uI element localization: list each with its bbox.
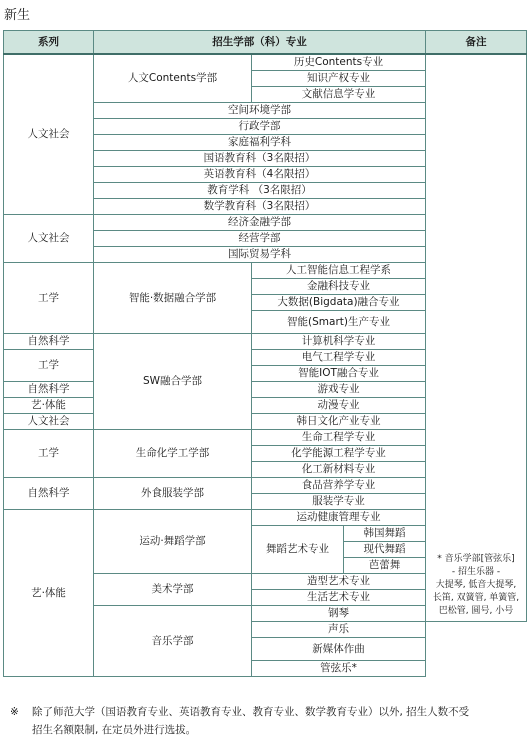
series-cell: 工学 <box>4 263 94 334</box>
major-cell: 金融科技专业 <box>252 279 426 295</box>
major-cell: 韩国舞蹈 <box>344 526 426 542</box>
major-cell: 管弦乐* <box>252 661 426 677</box>
major-cell: 行政学部 <box>94 119 426 135</box>
major-cell: 现代舞蹈 <box>344 542 426 558</box>
table-row <box>4 54 527 71</box>
major-cell: 教育学科 （3名限招） <box>94 183 426 199</box>
major-cell: 英语教育科（4名限招） <box>94 167 426 183</box>
major-cell: 人工智能信息工程学系 <box>252 263 426 279</box>
faculty-cell: 音乐学部 <box>94 606 252 677</box>
major-cell: 电气工程学专业 <box>252 350 426 366</box>
major-cell: 化学能源工程学专业 <box>252 446 426 462</box>
major-cell: 服装学专业 <box>252 494 426 510</box>
major-cell: 智能(Smart)生产专业 <box>252 311 426 334</box>
header-series: 系列 <box>4 31 94 55</box>
faculty-cell: 智能·数据融合学部 <box>94 263 252 334</box>
major-cell: 历史Contents专业 <box>252 54 426 71</box>
major-cell: 钢琴 <box>252 606 426 622</box>
major-cell: 声乐 <box>252 622 426 638</box>
major-cell: 游戏专业 <box>252 382 426 398</box>
remark-line: - 招生乐器 - <box>451 567 501 577</box>
major-cell: 食品营养学专业 <box>252 478 426 494</box>
remark-block <box>426 553 526 618</box>
series-cell: 自然科学 <box>4 334 94 350</box>
major-cell: 家庭福利学科 <box>94 135 426 151</box>
major-cell: 新媒体作曲 <box>252 638 426 661</box>
remark-line: 大提琴, 低音大提琴, <box>435 580 517 590</box>
footnote-line: 除了师范大学（国语教育专业、英语教育专业、教育专业、数学教育专业）以外, 招生人数不受 <box>32 706 470 718</box>
series-cell: 人文社会 <box>4 215 94 263</box>
footnote-line: 招生名额限制, 在定员外进行选拔。 <box>32 724 197 736</box>
faculty-cell: 人文Contents学部 <box>94 54 252 103</box>
admissions-table <box>3 30 527 677</box>
remark-cell <box>426 54 527 622</box>
series-cell: 人文社会 <box>4 414 94 430</box>
major-cell: 生命工程学专业 <box>252 430 426 446</box>
major-cell: 空间环境学部 <box>94 103 426 119</box>
series-cell: 自然科学 <box>4 382 94 398</box>
major-cell: 计算机科学专业 <box>252 334 426 350</box>
header-major: 招生学部（科）专业 <box>94 31 426 55</box>
major-cell: 经济金融学部 <box>94 215 426 231</box>
faculty-cell: 外食服装学部 <box>94 478 252 510</box>
major-cell: 动漫专业 <box>252 398 426 414</box>
major-cell: 舞蹈艺术专业 <box>252 526 344 574</box>
remark-line: 长笛, 双簧管, 单簧管, <box>432 593 520 603</box>
series-cell: 艺·体能 <box>4 398 94 414</box>
footnote <box>10 703 525 739</box>
major-cell: 数学教育科（3名限招） <box>94 199 426 215</box>
major-cell: 生活艺术专业 <box>252 590 426 606</box>
remark-line: * 音乐学部[管弦乐] <box>437 554 515 564</box>
major-cell: 韩日文化产业专业 <box>252 414 426 430</box>
faculty-cell: 运动·舞蹈学部 <box>94 510 252 574</box>
major-cell: 国际贸易学科 <box>94 247 426 263</box>
series-cell: 工学 <box>4 350 94 382</box>
major-cell: 智能IOT融合专业 <box>252 366 426 382</box>
major-cell: 运动健康管理专业 <box>252 510 426 526</box>
major-cell: 造型艺术专业 <box>252 574 426 590</box>
major-cell: 芭蕾舞 <box>344 558 426 574</box>
faculty-cell: 美术学部 <box>94 574 252 606</box>
faculty-cell: SW融合学部 <box>94 334 252 430</box>
series-cell: 人文社会 <box>4 54 94 215</box>
major-cell: 化工新材料专业 <box>252 462 426 478</box>
series-cell: 工学 <box>4 430 94 478</box>
header-remark: 备注 <box>426 31 527 55</box>
major-cell: 经营学部 <box>94 231 426 247</box>
faculty-cell: 生命化学工学部 <box>94 430 252 478</box>
major-cell: 文献信息学专业 <box>252 87 426 103</box>
series-cell: 自然科学 <box>4 478 94 510</box>
remark-line: 巴松管, 圆号, 小号 <box>438 606 514 616</box>
series-cell: 艺·体能 <box>4 510 94 677</box>
major-cell: 知识产权专业 <box>252 71 426 87</box>
page-title: 新生 <box>4 8 31 23</box>
table-header-row <box>4 31 527 55</box>
footnote-mark: ※ <box>10 706 19 718</box>
major-cell: 国语教育科（3名限招） <box>94 151 426 167</box>
major-cell: 大数据(Bigdata)融合专业 <box>252 295 426 311</box>
